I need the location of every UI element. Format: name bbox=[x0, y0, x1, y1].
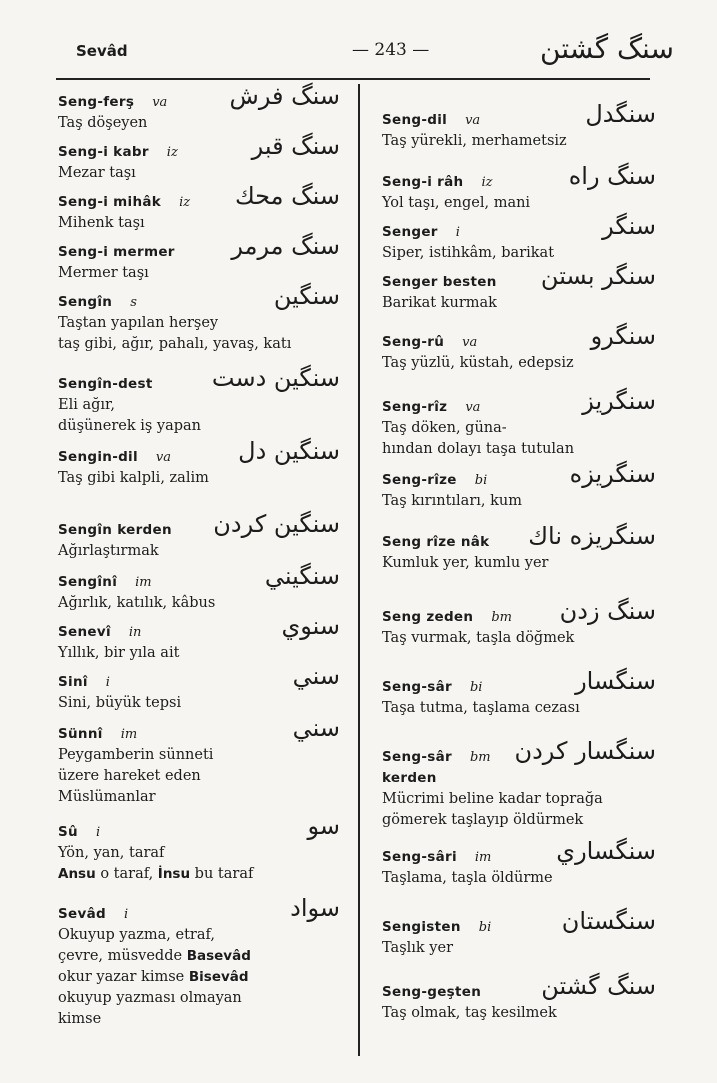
headword: Sengisten bbox=[382, 919, 461, 935]
dictionary-entry bbox=[58, 437, 340, 489]
definition-line: Peygamberin sünneti bbox=[58, 747, 214, 763]
arabic-script: سنگ گشتن bbox=[541, 972, 656, 1000]
arabic-script: سنگدل bbox=[585, 100, 656, 128]
grammar-tag: i bbox=[123, 907, 129, 922]
dictionary-entry bbox=[382, 100, 656, 152]
dictionary-entry bbox=[58, 132, 340, 184]
dictionary-entry bbox=[382, 212, 656, 264]
definition-line: Barikat kurmak bbox=[382, 295, 497, 311]
arabic-script: سنگر bbox=[602, 212, 656, 240]
headword: Seng-dil bbox=[382, 112, 448, 128]
arabic-script: سنگين دست bbox=[211, 364, 340, 392]
dictionary-entry bbox=[382, 737, 656, 831]
definition-text: bu taraf bbox=[190, 866, 254, 882]
grammar-tag: va bbox=[155, 450, 172, 465]
arabic-script: سواد bbox=[290, 894, 340, 922]
sub-headword: Basevâd bbox=[186, 948, 251, 964]
arabic-script: سنگين كردن bbox=[213, 510, 340, 538]
definition-line bbox=[58, 1009, 340, 1030]
grammar-tag: i bbox=[455, 225, 460, 240]
arabic-script: سني bbox=[292, 662, 340, 690]
headword: Seng-i mihâk bbox=[58, 194, 162, 210]
headword: Senger besten bbox=[382, 274, 497, 290]
dictionary-entry bbox=[58, 662, 340, 714]
definition-line: Kumluk yer, kumlu yer bbox=[382, 555, 549, 571]
definition-line: Okuyup yazma, etraf, bbox=[58, 927, 215, 943]
headword: Seng-sâr bbox=[382, 679, 452, 695]
dictionary-entry bbox=[382, 597, 656, 649]
headword: Seng-i râh bbox=[382, 174, 464, 190]
headword: Seng-rîze bbox=[382, 472, 457, 488]
headword: Senevî bbox=[58, 624, 111, 640]
grammar-tag: bi bbox=[478, 920, 492, 935]
definition-line: Taşlama, taşla öldürme bbox=[382, 870, 553, 886]
arabic-script: سنگسار كردن bbox=[514, 737, 656, 765]
grammar-tag: va bbox=[465, 113, 481, 128]
definition-line bbox=[58, 946, 340, 967]
definition-line: hından dolayı taşa tutulan bbox=[382, 441, 575, 457]
arabic-script: سنگ راه bbox=[568, 162, 656, 190]
dictionary-entry bbox=[58, 812, 340, 885]
definition-text: okuyup yazması olmayan bbox=[58, 990, 242, 1006]
header-rule bbox=[56, 78, 650, 80]
headword: Sevâd bbox=[58, 906, 106, 922]
grammar-tag: im bbox=[135, 575, 152, 590]
definition-line: Taş kırıntıları, kum bbox=[382, 493, 522, 509]
grammar-tag: va bbox=[152, 95, 168, 110]
grammar-tag: i bbox=[105, 675, 110, 690]
definition-text: o taraf, bbox=[95, 866, 158, 882]
grammar-tag: iz bbox=[179, 195, 191, 210]
dictionary-entry bbox=[382, 972, 656, 1024]
headword: Sünnî bbox=[58, 726, 103, 742]
grammar-tag: s bbox=[130, 295, 137, 310]
definition-line: Müslümanlar bbox=[58, 789, 156, 805]
definition-line: Ağırlaştırmak bbox=[58, 543, 159, 559]
definition-line: Taşa tutma, taşlama cezası bbox=[382, 700, 580, 716]
definition-line: Yön, yan, taraf bbox=[58, 845, 165, 861]
page-header bbox=[0, 0, 717, 80]
definition-line: Yıllık, bir yıla ait bbox=[58, 645, 180, 661]
headword: Seng-sâri bbox=[382, 849, 457, 865]
sub-headword: Bisevâd bbox=[188, 969, 249, 985]
grammar-tag: i bbox=[95, 825, 101, 840]
headword: Seng rîze nâk bbox=[382, 534, 490, 550]
definition-line: Taş olmak, taş kesilmek bbox=[382, 1005, 557, 1021]
running-head: Sevâd bbox=[76, 42, 128, 60]
dictionary-entry bbox=[58, 232, 340, 284]
dictionary-entry bbox=[382, 162, 656, 214]
dictionary-entry bbox=[58, 894, 340, 1030]
headword: Sengîn-dest bbox=[58, 376, 153, 392]
definition-line: Eli ağır, bbox=[58, 397, 115, 413]
dictionary-entry bbox=[382, 460, 656, 512]
arabic-script: سنگريزه bbox=[569, 460, 656, 488]
grammar-tag: im bbox=[474, 850, 492, 865]
definition-line: düşünerek iş yapan bbox=[58, 418, 202, 434]
arabic-script: سنگ زدن bbox=[559, 597, 656, 625]
dictionary-entry bbox=[58, 612, 340, 664]
definition-line bbox=[58, 967, 340, 988]
definition-line bbox=[58, 988, 340, 1009]
definition-line bbox=[58, 864, 340, 885]
grammar-tag: va bbox=[465, 400, 481, 415]
arabic-script: سنگ مرمر bbox=[231, 232, 340, 260]
definition-line: taş gibi, ağır, pahalı, yavaş, katı bbox=[58, 336, 292, 352]
arabic-script: سنگين دل bbox=[238, 437, 340, 465]
definition-line: Taştan yapılan herşey bbox=[58, 315, 219, 331]
headword: Seng-sâr bbox=[382, 749, 452, 765]
dictionary-entry bbox=[382, 387, 656, 460]
arabic-script: سنگ فرش bbox=[229, 82, 340, 110]
sub-headword: İnsu bbox=[157, 866, 191, 882]
grammar-tag: bm bbox=[491, 610, 512, 625]
headword: Sû bbox=[58, 824, 78, 840]
definition-line: Mezar taşı bbox=[58, 165, 136, 181]
definition-line: Taş yürekli, merhametsiz bbox=[382, 133, 567, 149]
dictionary-entry bbox=[382, 522, 656, 574]
headword: Seng-rîz bbox=[382, 399, 448, 415]
dictionary-entry bbox=[58, 364, 340, 437]
definition-line: Taş vurmak, taşla döğmek bbox=[382, 630, 575, 646]
headword: Seng-i kabr bbox=[58, 144, 149, 160]
definition-line: Yol taşı, engel, mani bbox=[382, 195, 531, 211]
definition-line: Sini, büyük tepsi bbox=[58, 695, 182, 711]
headword: Sengîn bbox=[58, 294, 113, 310]
definition-line: Mücrimi beline kadar toprağa bbox=[382, 791, 603, 807]
grammar-tag: iz bbox=[481, 175, 493, 190]
definition-line: Taş döken, güna- bbox=[382, 420, 507, 436]
headword: Seng-i mermer bbox=[58, 244, 175, 260]
grammar-tag: in bbox=[128, 625, 142, 640]
dictionary-entry bbox=[382, 262, 656, 314]
headword: Seng-ferş bbox=[58, 94, 135, 110]
grammar-tag: im bbox=[120, 727, 138, 742]
dictionary-entry bbox=[58, 182, 340, 234]
page-number: — 243 — bbox=[352, 40, 430, 60]
definition-line: Taş yüzlü, küstah, edepsiz bbox=[382, 355, 574, 371]
definition-line: Taş gibi kalpli, zalim bbox=[58, 470, 209, 486]
arabic-script: سنگين bbox=[273, 282, 340, 310]
arabic-script: سنوي bbox=[281, 612, 340, 640]
headword: Seng-geşten bbox=[382, 984, 482, 1000]
arabic-script: سنگ قبر bbox=[251, 132, 340, 160]
definition-text: okur yazar kimse bbox=[58, 969, 189, 985]
running-head-arabic: سنگ گشتن bbox=[540, 32, 674, 65]
definition-line: üzere hareket eden bbox=[58, 768, 201, 784]
headword: Senger bbox=[382, 224, 438, 240]
arabic-script: سني bbox=[292, 714, 340, 742]
arabic-script: سنگ محك bbox=[234, 182, 340, 210]
definition-line: Mihenk taşı bbox=[58, 215, 145, 231]
arabic-script: سنگر بستن bbox=[540, 262, 656, 290]
definition-line: Taşlık yer bbox=[382, 940, 454, 956]
entry-head bbox=[58, 822, 340, 843]
arabic-script: سنگساري bbox=[556, 837, 656, 865]
headword: Seng zeden bbox=[382, 609, 474, 625]
headword: Seng-rû bbox=[382, 334, 445, 350]
grammar-tag: iz bbox=[166, 145, 178, 160]
headword: Sengîn kerden bbox=[58, 522, 172, 538]
dictionary-entry bbox=[382, 907, 656, 959]
sub-headword: Ansu bbox=[58, 866, 96, 882]
headword: Sengînî bbox=[58, 574, 118, 590]
grammar-tag: bi bbox=[474, 473, 488, 488]
dictionary-entry bbox=[382, 837, 656, 889]
arabic-script: سنگسار bbox=[575, 667, 656, 695]
definition-line: Ağırlık, katılık, kâbus bbox=[58, 595, 216, 611]
column-divider bbox=[358, 84, 360, 1056]
dictionary-entry bbox=[382, 322, 656, 374]
arabic-script: سنگيني bbox=[264, 562, 340, 590]
dictionary-entry bbox=[58, 510, 340, 562]
arabic-script: سنگريزه ناك bbox=[528, 522, 656, 550]
arabic-script: سنگرو bbox=[590, 322, 656, 350]
dictionary-entry bbox=[382, 667, 656, 719]
definition-line: gömerek taşlayıp öldürmek bbox=[382, 812, 584, 828]
arabic-script: سنگريز bbox=[582, 387, 656, 415]
arabic-script: سو bbox=[307, 812, 340, 840]
dictionary-entry bbox=[58, 714, 340, 808]
definition-line: Mermer taşı bbox=[58, 265, 149, 281]
definition-line: Siper, istihkâm, barikat bbox=[382, 245, 555, 261]
arabic-script: سنگستان bbox=[561, 907, 656, 935]
headword: Sinî bbox=[58, 674, 88, 690]
headword-continued: kerden bbox=[382, 770, 437, 786]
dictionary-entry bbox=[58, 282, 340, 355]
grammar-tag: va bbox=[462, 335, 478, 350]
definition-line: Taş döşeyen bbox=[58, 115, 148, 131]
grammar-tag: bi bbox=[469, 680, 483, 695]
headword: Sengin-dil bbox=[58, 449, 138, 465]
grammar-tag: bm bbox=[469, 750, 491, 765]
dictionary-entry bbox=[58, 562, 340, 614]
definition-text: kimse bbox=[58, 1011, 102, 1027]
definition-text: çevre, müsvedde bbox=[58, 948, 187, 964]
dictionary-entry bbox=[58, 82, 340, 134]
